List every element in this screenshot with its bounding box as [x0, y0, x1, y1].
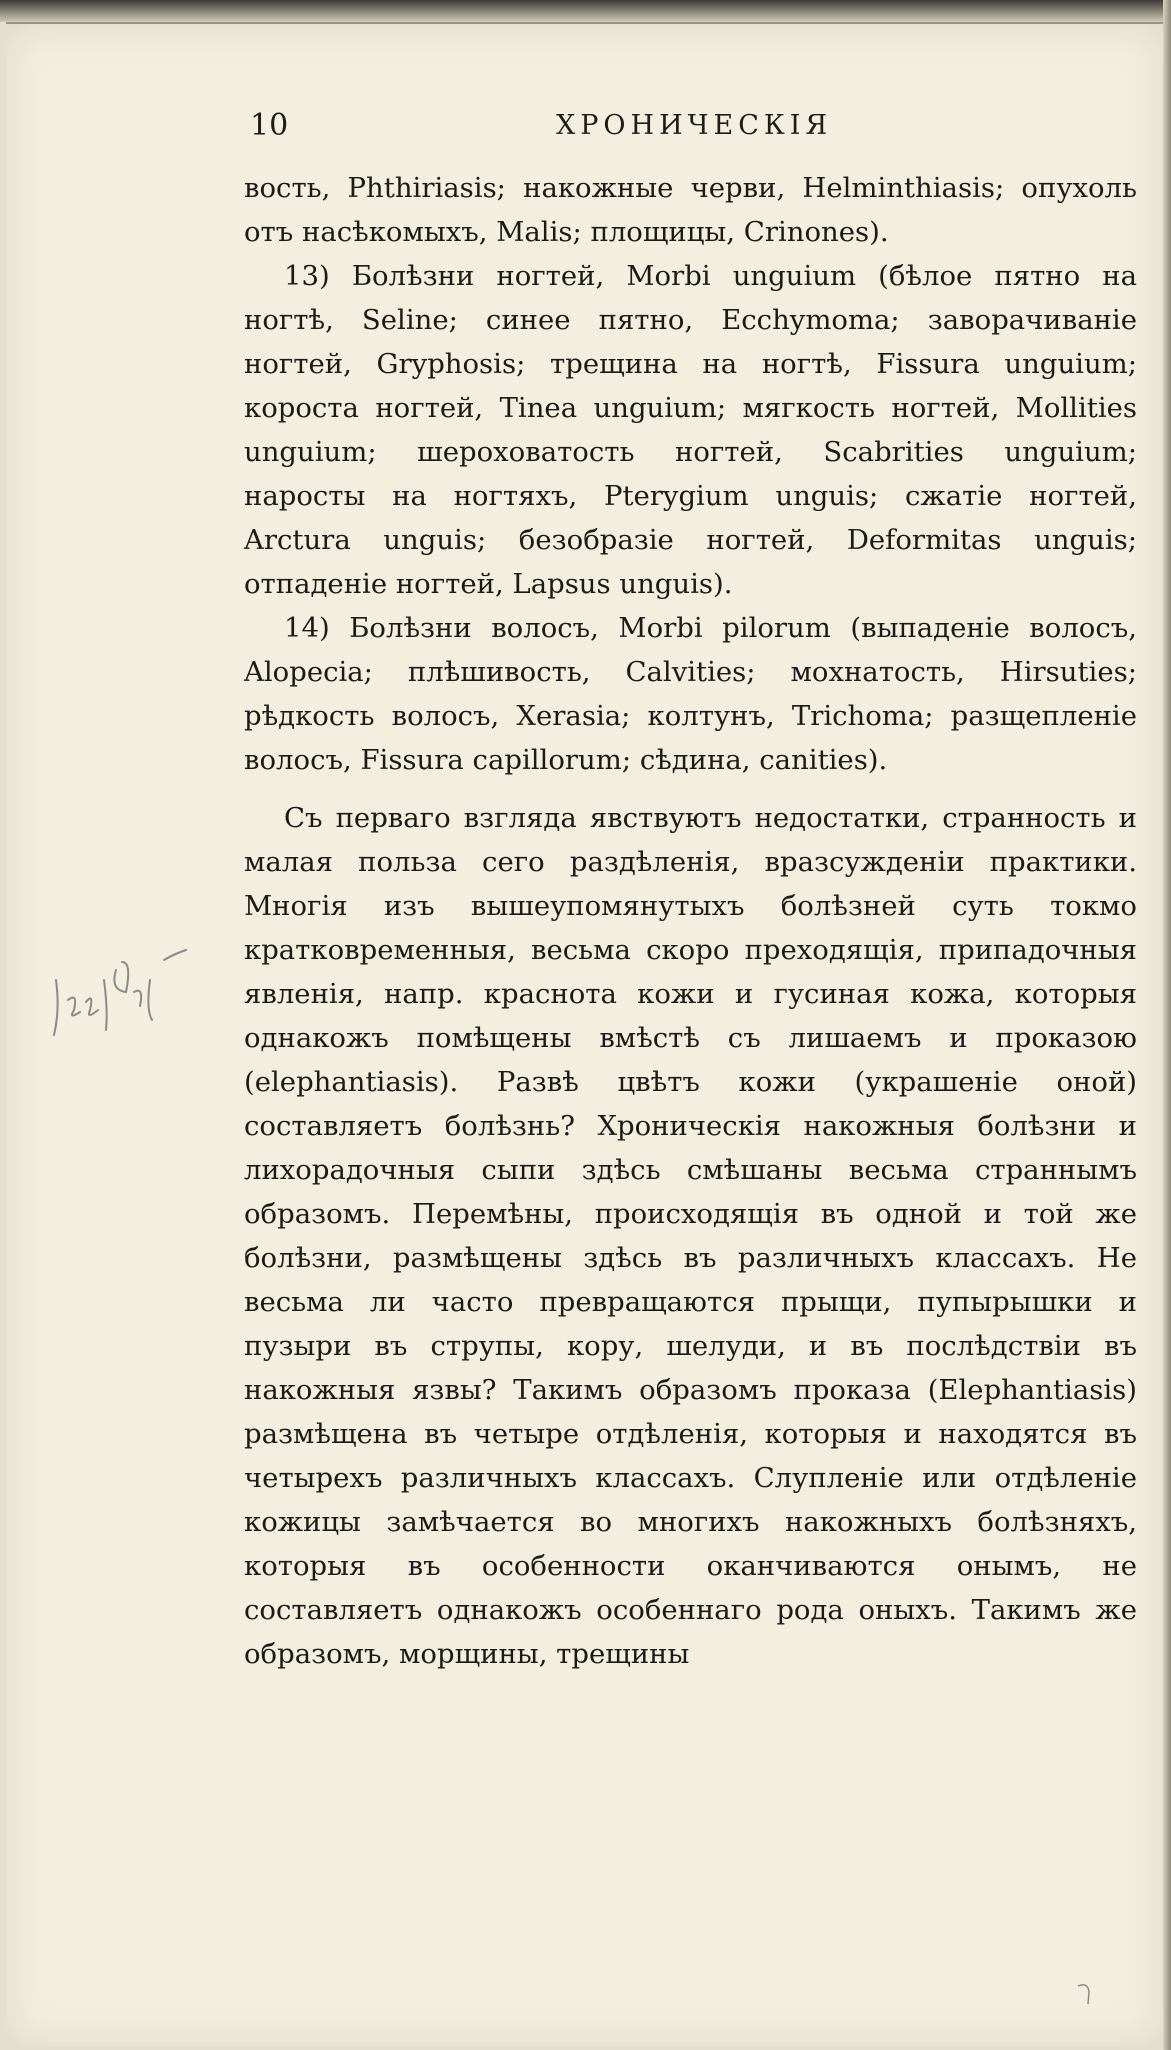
book-top-edge [0, 0, 1171, 22]
page-number: 10 [250, 108, 289, 143]
paragraph-item-13: 13) Болѣзни ногтей, Morbi unguium (бѣлое пятно на ногтѣ, Seline; синее пятно, Ecchymoma; заворачиваніе ногтей, Gryphosis; трещина на ногтѣ, Fissura unguium; короста ногтей, Tinea unguium; мягкость ногтей, Mollities unguium; шероховатость ногтей, Scabrities unguium; наросты на ногтяхъ, Pterygium unguis; сжатіе ногтей, Arctura unguis; безобразіе ногтей, Deformitas unguis; отпаденіе ногтей, Lapsus unguis). [244, 260, 1137, 600]
paragraph-commentary: Съ перваго взгляда явствуютъ недостатки, странность и малая польза сего раздѣленія, вразсужденіи практики. Многія изъ вышеупомянутыхъ болѣзней суть токмо кратковременныя, весьма скоро преходящія, припадочныя явленія, напр. краснота кожи и гусиная кожа, которыя однакожъ помѣщены вмѣстѣ съ лишаемъ и проказою (elephantiasis). Развѣ цвѣтъ кожи (украшеніе оной) составляетъ болѣзнь? Хроническія накожныя болѣзни и лихорадочныя сыпи здѣсь смѣшаны весьма страннымъ образомъ. Перемѣны, происходящія въ одной и той же болѣзни, размѣщены здѣсь въ различныхъ классахъ. Не весьма ли часто превращаются прыщи, пупырышки и пузыри въ струпы, кору, шелуди, и въ послѣдствіи въ накожныя язвы? Такимъ образомъ проказа (Elephantiasis) размѣщена въ четыре отдѣленія, которыя и находятся въ четырехъ различныхъ классахъ. Слупленіе или отдѣленіе кожицы замѣчается во многихъ накожныхъ болѣзняхъ, которыя въ особенности оканчиваются онымъ, не составляетъ однакожъ особеннаго рода оныхъ. Такимъ же образомъ, морщины, трещины [244, 802, 1137, 1670]
book-right-edge [1163, 0, 1171, 2050]
running-title: ХРОНИЧЕСКІЯ [556, 110, 833, 141]
page-header [250, 108, 1130, 152]
paragraph-item-14: 14) Болѣзни волосъ, Morbi pilorum (выпаденіе волосъ, Alopecia; плѣшивость, Calvities; мохнатость, Hirsuties; рѣдкость волосъ, Xerasia; колтунъ, Trichoma; разщепленіе волосъ, Fissura capillorum; сѣдина, canities). [244, 612, 1137, 776]
corner-mark-icon [1076, 1982, 1092, 2006]
pencil-scribble-icon [46, 940, 196, 1050]
body-text [244, 166, 1137, 1676]
paragraph-continuation: вость, Phthiriasis; накожные черви, Helminthiasis; опухоль отъ насѣкомыхъ, Malis; площицы, Crinones). [244, 172, 1137, 248]
